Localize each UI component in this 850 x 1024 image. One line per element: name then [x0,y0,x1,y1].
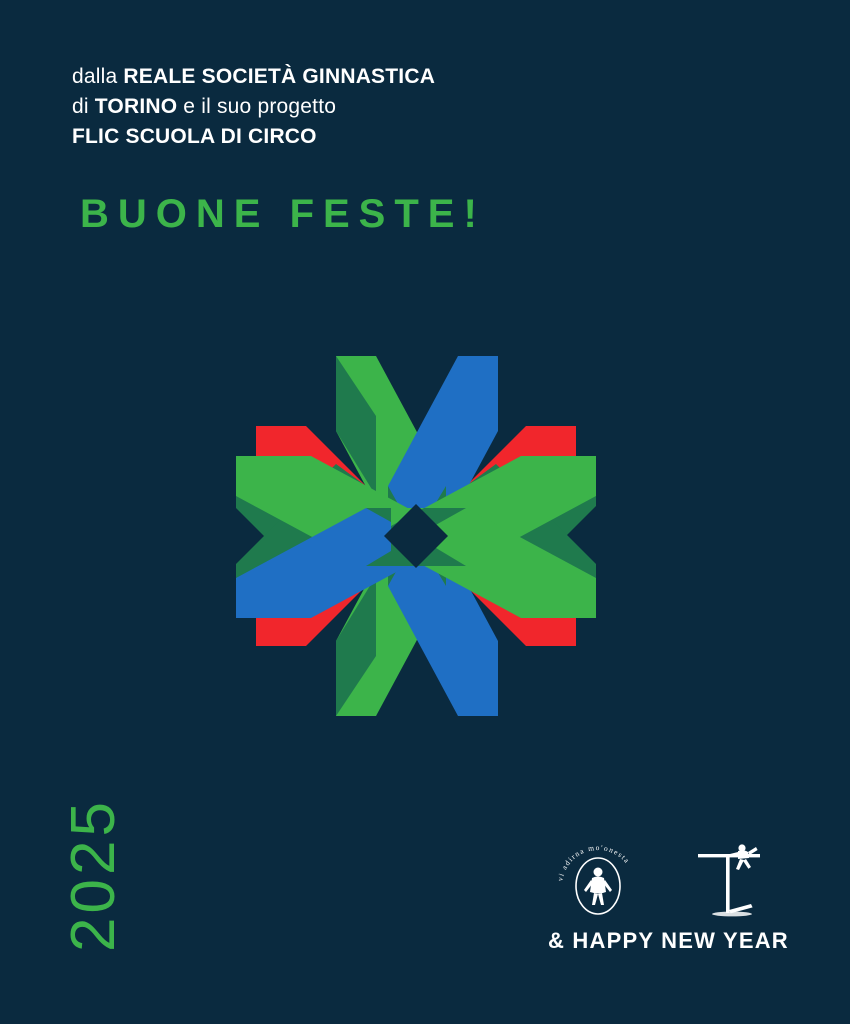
headline-line-3-bold: FLIC SCUOLA DI CIRCO [72,124,317,148]
headline-line-1 [72,62,435,92]
happy-new-year-text: & HAPPY NEW YEAR [548,928,789,953]
greeting-text: BUONE FESTE! [80,192,486,236]
year-label: 2025 [59,798,128,952]
star-graphic [176,296,656,776]
headline-line-2-tail: e il suo progetto [177,94,337,118]
headline-line-1-bold: REALE SOCIETÀ GINNASTICA [123,65,436,88]
reale-societa-ginnastica-logo [552,836,644,928]
svg-text:vi adirna mo'onesta [555,843,632,882]
headline-line-2 [72,92,435,122]
headline-line-3 [72,122,435,152]
flic-scuola-di-circo-logo [690,840,782,928]
headline-block [72,62,435,151]
headline-line-2-light: di [72,94,95,118]
headline-line-1-light: dalla [72,65,124,88]
headline-line-2-bold: TORINO [94,94,178,118]
rsg-motto-text: vi adirna mo'onesta [555,842,633,882]
